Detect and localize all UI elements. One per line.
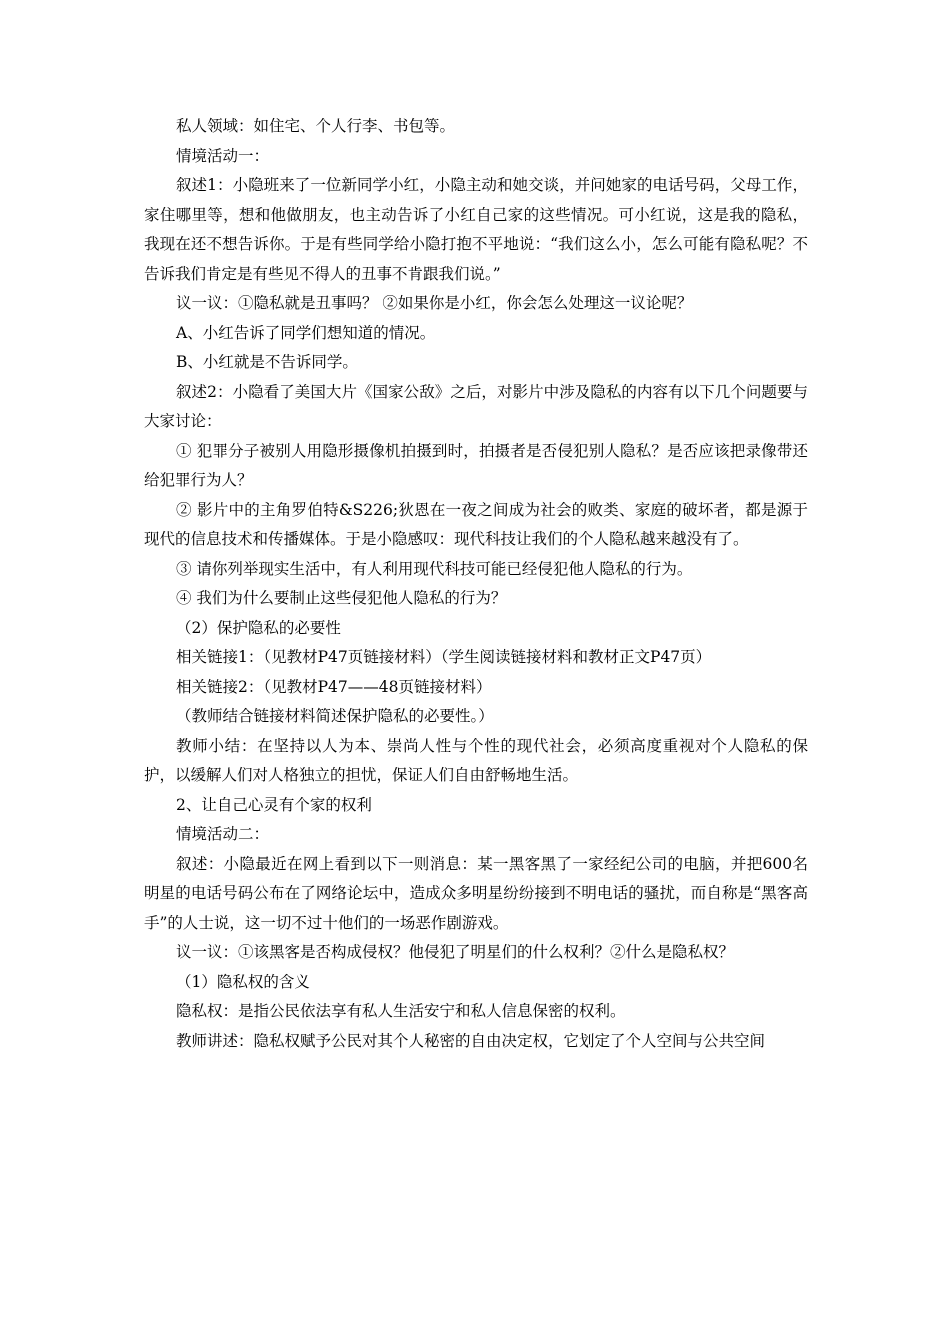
paragraph-scenario-one-heading: 情境活动一：: [176, 146, 270, 165]
paragraph-question-1: ① 犯罪分子被别人用隐形摄像机拍摄到时，拍摄者是否侵犯别人隐私？是否应该把录像带还给犯罪行为人？: [144, 441, 808, 489]
paragraph-discussion-2: 议一议：①该黑客是否构成侵权？他侵犯了明星们的什么权利？②什么是隐私权？: [176, 943, 735, 961]
paragraph-question-2: ② 影片中的主角罗伯特&S226;狄恩在一夜之间成为社会的败类、家庭的破坏者，都是源于现代的信息技术和传播媒体。于是小隐感叹：现代科技让我们的个人隐私越来越没有了。: [144, 500, 808, 548]
paragraph-narrative-1: 叙述1：小隐班来了一位新同学小红，小隐主动和她交谈，并问她家的电话号码，父母工作，家住哪里等，想和他做朋友，也主动告诉了小红自己家的这些情况。可小红说，这是我的隐私，我现在还不想告诉你。于是有些同学给小隐打抱不平地说：“我们这么小，怎么可能有隐私呢？不告诉我们肯定是有些见不得人的丑事不肯跟我们说。”: [144, 176, 808, 283]
paragraph-necessity-heading: （2）保护隐私的必要性: [176, 618, 341, 637]
paragraph-narrative-2: 叙述2：小隐看了美国大片《国家公敌》之后，对影片中涉及隐私的内容有以下几个问题要与大家讨论：: [144, 382, 808, 430]
paragraph-teacher-explanation: 教师讲述：隐私权赋予公民对其个人秘密的自由决定权，它划定了个人空间与公共空间: [176, 1031, 766, 1050]
paragraph-option-a: A、小红告诉了同学们想知道的情况。: [176, 323, 436, 342]
paragraph-option-b: B、小红就是不告诉同学。: [176, 353, 358, 371]
paragraph-privacy-right-definition: 隐私权：是指公民依法享有私人生活安宁和私人信息保密的权利。: [176, 1002, 626, 1020]
paragraph-related-link-1: 相关链接1：（见教材P47页链接材料）（学生阅读链接材料和教材正文P47页）: [176, 648, 712, 666]
paragraph-related-link-2: 相关链接2：（见教材P47——48页链接材料）: [176, 677, 492, 696]
paragraph-question-4: ④ 我们为什么要制止这些侵犯他人隐私的行为？: [176, 589, 507, 607]
document-body: [144, 112, 808, 1056]
paragraph-narrative-3: 叙述：小隐最近在网上看到以下一则消息：某一黑客黑了一家经纪公司的电脑，并把600名明星的电话号码公布在了网络论坛中，造成众多明星纷纷接到不明电话的骚扰，而自称是“黑客高手”的人士说，这一切不过十他们的一场恶作剧游戏。: [144, 854, 808, 932]
paragraph-scenario-two-heading: 情境活动二：: [176, 825, 270, 843]
paragraph-privacy-right-heading: （1）隐私权的含义: [176, 972, 310, 991]
paragraph-private-domain: 私人领域：如住宅、个人行李、书包等。: [176, 117, 456, 135]
paragraph-section-2-heading: 2、让自己心灵有个家的权利: [176, 795, 372, 814]
paragraph-question-3: ③ 请你列举现实生活中，有人利用现代科技可能已经侵犯他人隐私的行为。: [176, 559, 693, 578]
paragraph-discussion-1: 议一议：①隐私就是丑事吗？ ②如果你是小红，你会怎么处理这一议论呢？: [176, 294, 693, 312]
paragraph-teacher-summary: 教师小结：在坚持以人为本、崇尚人性与个性的现代社会，必须高度重视对个人隐私的保护，以缓解人们对人格独立的担忧，保证人们自由舒畅地生活。: [144, 736, 808, 784]
paragraph-teacher-note: （教师结合链接材料简述保护隐私的必要性。）: [176, 707, 494, 725]
